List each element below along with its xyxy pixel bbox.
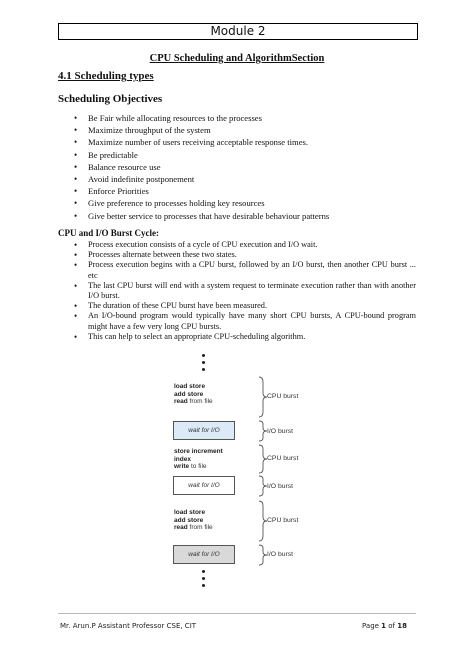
list-item: • Balance resource use xyxy=(74,161,329,173)
list-item: • Be Fair while allocating resources to the processes xyxy=(74,112,329,124)
list-item: • This can help to select an appropriate CPU-scheduling algorithm. xyxy=(74,332,416,342)
list-item: • The last CPU burst will end with a system request to terminate execution rather than with another I/O burst. xyxy=(74,281,416,301)
document-title: CPU Scheduling and AlgorithmSection xyxy=(149,53,325,64)
list-item: • Processes alternate between these two states. xyxy=(74,250,416,260)
list-item: • Process execution begins with a CPU burst, followed by an I/O burst, then another CPU burst ... etc xyxy=(74,260,416,280)
burst-list xyxy=(74,240,416,342)
footer-author: Mr. Arun.P Assistant Professor CSE, CIT xyxy=(60,622,197,630)
objectives-list xyxy=(74,112,329,222)
page-number: Page 1 of 18 xyxy=(362,622,407,630)
list-item: • Be predictable xyxy=(74,149,329,161)
burst-label-cpu: CPU burst xyxy=(267,517,299,524)
continuation-dots-bottom xyxy=(202,570,206,591)
section-heading: 4.1 Scheduling types xyxy=(58,70,154,82)
list-item: • Maximize throughput of the system xyxy=(74,124,329,136)
footer-divider xyxy=(58,613,416,614)
list-item: • Avoid indefinite postponement xyxy=(74,173,329,185)
wait-io-box-2: wait for I/O xyxy=(173,476,235,495)
burst-label-cpu: CPU burst xyxy=(267,455,299,462)
code-block-2: store increment index write to file xyxy=(174,448,223,471)
burst-heading: CPU and I/O Burst Cycle: xyxy=(58,228,159,238)
continuation-dots-top xyxy=(202,354,206,375)
burst-label-io: I/O burst xyxy=(267,483,294,490)
subsection-heading: Scheduling Objectives xyxy=(58,93,163,105)
list-item: • Maximize number of users receiving acceptable response times. xyxy=(74,136,329,148)
list-item: • The duration of these CPU burst have been measured. xyxy=(74,301,416,311)
wait-io-box-3: wait for I/O xyxy=(173,545,235,564)
list-item: • Enforce Priorities xyxy=(74,185,329,197)
code-block-1: load store add store read from file xyxy=(174,383,213,406)
module-header: Module 2 xyxy=(58,23,418,40)
burst-label-io: I/O burst xyxy=(267,551,294,558)
burst-label-cpu: CPU burst xyxy=(267,393,299,400)
wait-io-box-1: wait for I/O xyxy=(173,421,235,440)
list-item: • An I/O-bound program would typically have many short CPU bursts, A CPU-bound program might have a few very long CPU bursts. xyxy=(74,311,416,331)
list-item: • Give better service to processes that have desirable behaviour patterns xyxy=(74,210,329,222)
list-item: • Process execution consists of a cycle of CPU execution and I/O wait. xyxy=(74,240,416,250)
code-block-3: load store add store read from file xyxy=(174,509,213,532)
burst-label-io: I/O burst xyxy=(267,428,294,435)
list-item: • Give preference to processes holding key resources xyxy=(74,197,329,209)
